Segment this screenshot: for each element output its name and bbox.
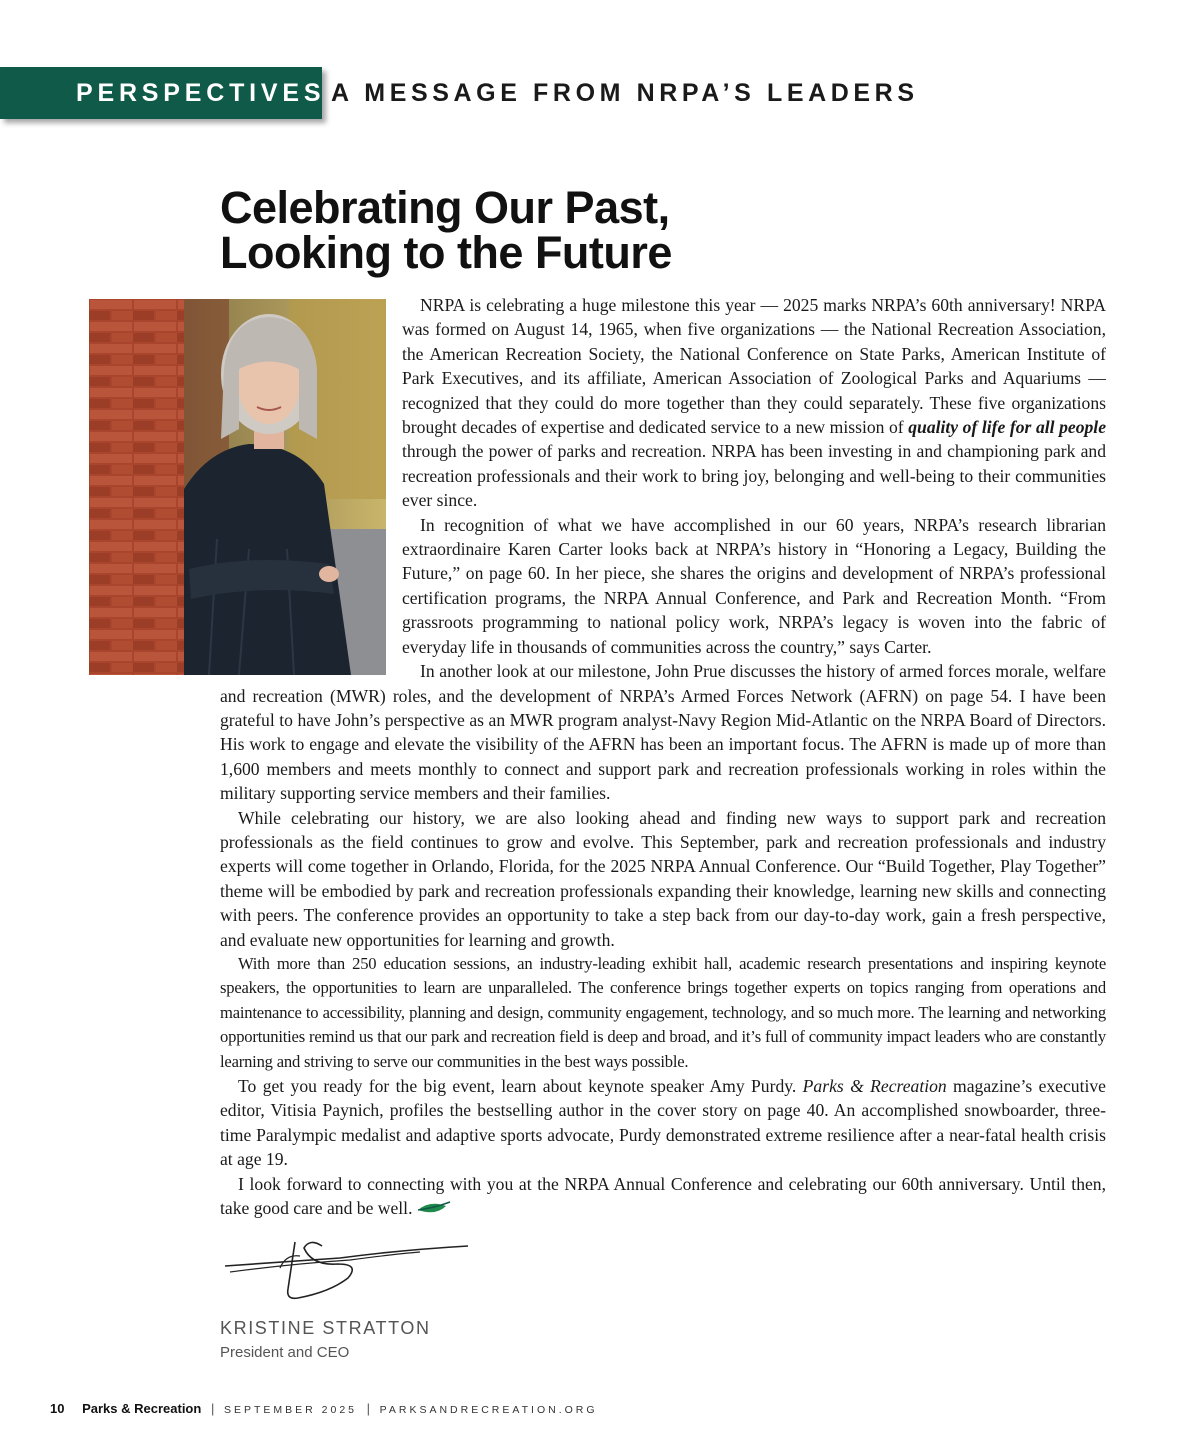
signature-mark — [220, 1234, 475, 1306]
paragraph-1: NRPA is celebrating a huge milestone this year — 2025 marks NRPA’s 60th anniversary! NRPA was formed on August 14, 1965, when five organizations — the National Recreation Association, the American Recreation Society, the National Conference on State Parks, American Institute of Park Executives, and its affiliate, American Association of Zoological Parks and Aquariums — recognized that they could do more together than they could separately. These five organizations brought decades of expertise and dedicated service to a new mission of quality of life for all people through the power of parks and recreation. NRPA has been investing in and championing park and recreation professionals and their work to bring joy, belonging and well-being to their communities ever since. — [402, 295, 1107, 511]
section-subtitle: A MESSAGE FROM NRPA’S LEADERS — [331, 79, 919, 107]
section-label: PERSPECTIVES — [76, 79, 326, 107]
paragraph-7: I look forward to connecting with you at the NRPA Annual Conference and celebrating our 60th anniversary. Until then, take good care and be well. — [220, 1173, 1106, 1219]
article-body — [220, 293, 1106, 1220]
magazine-title: Parks & Recreation — [802, 1076, 947, 1096]
title-line-1: Celebrating Our Past, — [220, 182, 670, 233]
paragraph-2: In recognition of what we have accomplished in our 60 years, NRPA’s research librarian extraordinaire Karen Carter looks back at NRPA’s history in “Honoring a Legacy, Building the Future,” on page 60. In her piece, she shares the origins and development of NRPA’s professional certification programs, the NRPA Annual Conference, and Park and Recreation Month. “From grassroots programming to national policy work, NRPA’s legacy is woven into the fabric of everyday life in thousands of communities across the country,” says Carter. — [402, 514, 1106, 657]
page-footer — [50, 1401, 598, 1416]
paragraph-3: In another look at our milestone, John Prue discusses the history of armed forces morale, welfare and recreation (MWR) roles, and the development of NRPA’s Armed Forces Network (AFRN) on page 54. I have been grateful to have John’s perspective as an MWR program analyst-Navy Region Mid-Atlantic on the NRPA Board of Directors. His work to engage and elevate the visibility of the AFRN has been an important focus. The AFRN is made up of more than 1,600 members and meets monthly to connect and support park and recreation professionals working in roles within the military supporting service members and their families. — [220, 661, 1106, 804]
signer-name: KRISTINE STRATTON — [220, 1318, 431, 1338]
footer-separator: | — [366, 1401, 371, 1416]
paragraph-4: While celebrating our history, we are also looking ahead and finding new ways to support park and recreation professionals as the field continues to grow and evolve. This September, park and recreation professionals and industry experts will come together in Orlando, Florida, for the 2025 NRPA Annual Conference. Our “Build Together, Play Together” theme will be embodied by park and recreation professionals expanding their knowledge, learning new skills and connecting with peers. The conference provides an opportunity to take a step back from our day-to-day work, gain a fresh perspective, and evaluate new opportunities for learning and growth. — [220, 807, 1106, 950]
mission-emphasis: quality of life for all people — [908, 417, 1107, 438]
paragraph-6: To get you ready for the big event, learn about keynote speaker Amy Purdy. Parks & Recreation magazine’s executive editor, Vitisia Paynich, profiles the bestselling author in the cover story on page 40. An accomplished snowboarder, three-time Paralympic medalist and adaptive sports advocate, Purdy demonstrated extreme resilience after a near-fatal health crisis at age 19. — [220, 1076, 1106, 1170]
footer-issue: SEPTEMBER 2025 — [223, 1404, 358, 1416]
paragraph-5: With more than 250 education sessions, an industry-leading exhibit hall, academic research presentations and inspiring keynote speakers, the opportunities to learn are unparalleled. The conference brings together experts on topics ranging from operations and maintenance to accessibility, planning and design, community engagement, technology, and so much more. The learning and networking opportunities remind us that our park and recreation field is deep and broad, and it’s full of community impact leaders who are constantly learning and striving to serve our communities in the best ways possible. — [220, 953, 1106, 1071]
photo-wrap-spacer — [220, 293, 402, 667]
leaf-icon — [416, 1200, 452, 1216]
footer-separator: | — [210, 1401, 215, 1416]
footer-magazine: Parks & Recreation — [82, 1401, 202, 1416]
signer-title: President and CEO — [220, 1344, 350, 1361]
title-line-2: Looking to the Future — [220, 227, 672, 278]
footer-website[interactable]: PARKSANDRECREATION.ORG — [379, 1404, 598, 1416]
page-number: 10 — [50, 1401, 65, 1416]
article-title — [220, 182, 672, 278]
